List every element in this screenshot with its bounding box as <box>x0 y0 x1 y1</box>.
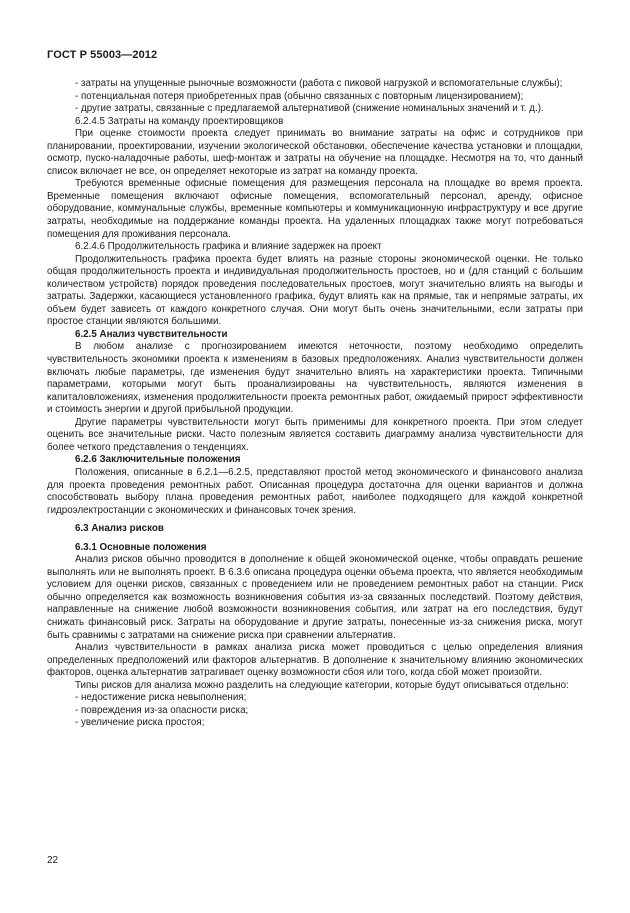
document-body <box>47 78 583 730</box>
list-item: - увеличение риска простоя; <box>75 717 205 729</box>
paragraph: Продолжительность графика проекта будет влиять на разные стороны экономической оценки. Не только общая продолжительность проекта и индивидуальная продолжительность простоев, но и (для станций с большим количеством устройств) порядок проведения последовательных простоев, могут значительно влиять на выгоды и затраты. Задержки, касающиеся установленного графика, будут влиять как на прямые, так и непрямые затраты, их объем будет зависеть от каждого конкретного случая. Они могут быть очень значительными, если затраты при простое станции являются большими. <box>47 253 583 328</box>
section-heading: 6.3.1 Основные положения <box>75 541 207 553</box>
section-heading: 6.2.5 Анализ чувствительности <box>75 328 228 340</box>
document-header: ГОСТ Р 55003—2012 <box>47 49 158 61</box>
section-heading: 6.3 Анализ рисков <box>75 523 164 535</box>
list-item: - другие затраты, связанные с предлагаемой альтернативой (снижение номинальных значений и т. д.). <box>75 103 544 115</box>
list-item: - затраты на упущенные рыночные возможности (работа с пиковой нагрузкой и вспомогательные службы); <box>75 78 563 89</box>
subsection-heading: 6.2.4.6 Продолжительность графика и влияние задержек на проект <box>75 241 382 253</box>
paragraph: Типы рисков для анализа можно разделить на следующие категории, которые будут описываться отдельно: <box>75 679 569 691</box>
paragraph: Требуются временные офисные помещения для размещения персонала на площадке во время проекта. Временные помещения включают офисные помещения, вспомогательный персонал, аренду, офисное оборудование, коммунальные службы, временные компьютеры и коммуникационную инфраструктуру и все другие затраты, необходимые на поддержание команды проекта. На удаленных площадках также могут потребоваться помещения для проживания персонала. <box>47 178 583 240</box>
paragraph: Анализ рисков обычно проводится в дополнение к общей экономической оценке, чтобы оправдать решение выполнять или не выполнять проект. В 6.3.6 описана процедура оценки объема проекта, что является необходимым условием для оценки рисков, связанных с проведением или не проведением ремонтных работ на станции. Риск обычно определяется как возможность возникновения события из-за связанных последствий. Поэтому действия, направленные на снижение любой возможности возникновения события, или затрат на его последствия, будут снижать финансовый риск. Затраты на оборудование и другие затраты, понесенные из-за снижения риска, могут быть сравнимы с затратами на снижение риска при сравнении альтернатив. <box>47 554 583 641</box>
list-item: - повреждения из-за опасности риска; <box>75 704 249 716</box>
paragraph: При оценке стоимости проекта следует принимать во внимание затраты на офис и сотрудников при планировании, проектировании, изучении экологической обстановки, обеспечение качества установки и площадки, осмотр, пуско-наладочные работы, шеф-монтаж и затраты на обучение на площадке. Несмотря на то, что данный список включает не все, он определяет некоторые из затрат на команду проекта. <box>47 128 583 177</box>
paragraph: Другие параметры чувствительности могут быть применимы для конкретного проекта. При этом следует оценить все значительные риски. Часто полезным является составить диаграмму анализа чувствительности для более четкого представления о тенденциях. <box>47 416 583 453</box>
paragraph: В любом анализе с прогнозированием имеются неточности, поэтому необходимо определить чувствительность экономики проекта к изменениям в базовых предположениях. Анализ чувствительности должен включать любые параметры, где изменения будут значительно влиять на характеристики проекта. Типичными параметрами, которыми могут быть проанализированы на чувствительность, являются изменения в капиталовложениях, изменения продолжительности проекта ремонтных работ, ожидаемый прирост эффективности и стоимость энергии и другой прибыльной продукции. <box>47 341 583 416</box>
list-item: - недостижение риска невыполнения; <box>75 692 247 704</box>
page-number: 22 <box>47 855 59 866</box>
paragraph: Анализ чувствительности в рамках анализа риска может проводиться с целью определения влияния определенных предположений или факторов альтернатив. В дополнение к значительному влиянию экономических факторов, оценка альтернатив затрагивает оценку возможности сбоя или того, когда сбой может произойти. <box>47 642 583 679</box>
subsection-heading: 6.2.4.5 Затраты на команду проектировщиков <box>75 115 284 127</box>
section-heading: 6.2.6 Заключительные положения <box>75 454 241 466</box>
paragraph: Положения, описанные в 6.2.1—6.2.5, представляют простой метод экономического и финансового анализа для проекта проведения ремонтных работ. Описанная процедура достаточна для оценки вариантов и должна способствовать выбору плана проведения ремонтных работ, наиболее подходящего для каждой конкретной гидроэлектростанции с экономических и финансовых точек зрения. <box>47 466 583 516</box>
list-item: - потенциальная потеря приобретенных прав (обычно связанных с повторным лицензированием); <box>75 90 524 102</box>
